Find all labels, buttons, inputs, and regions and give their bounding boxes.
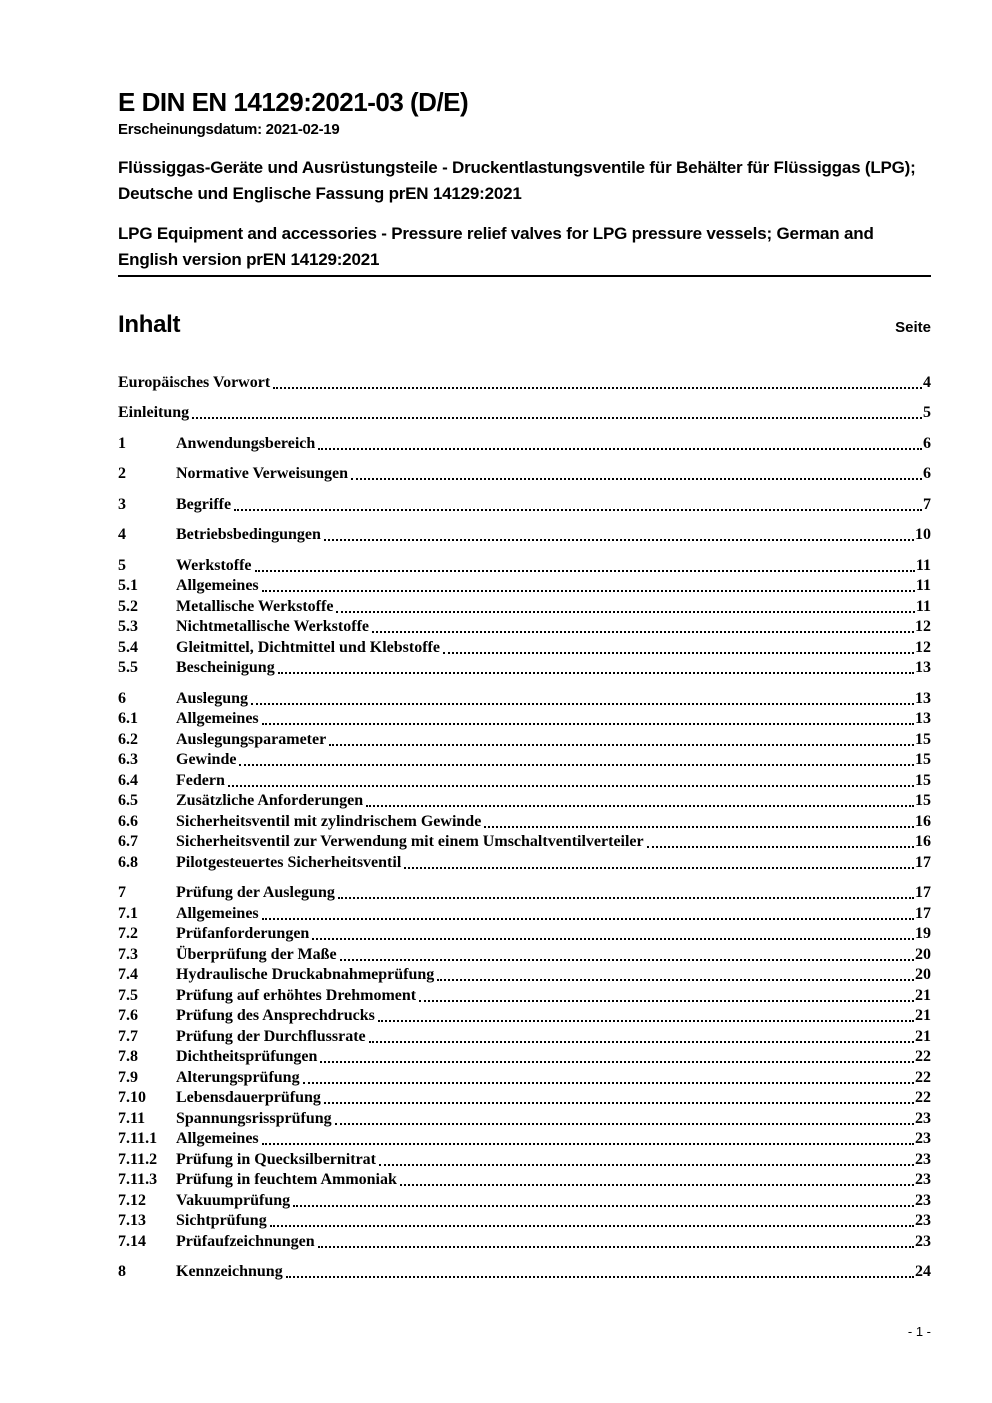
toc-entry-number: 7.12 (118, 1191, 146, 1209)
toc-entry-page: 22 (915, 1089, 931, 1106)
toc-entry-page: 11 (915, 597, 931, 615)
toc-entry (118, 616, 931, 637)
toc-entry (118, 687, 931, 708)
toc-entry-page: 20 (915, 966, 931, 983)
toc-entry-number: 6.1 (118, 710, 138, 727)
toc-entry (118, 1261, 931, 1282)
toc-entry-number: 2 (118, 465, 126, 482)
toc-entry (118, 749, 931, 770)
toc-entry-page: 4 (923, 373, 931, 391)
toc-leader-dots (192, 417, 922, 419)
toc-group (118, 882, 931, 1251)
toc-group (118, 554, 931, 677)
toc-entry-title: Nichtmetallische Werkstoffe (176, 618, 369, 635)
toc-entry-number: 6.8 (118, 853, 138, 871)
toc-entry-title: Werkstoffe (176, 556, 252, 574)
toc-entry (118, 810, 931, 831)
toc-entry (118, 902, 931, 923)
toc-entry (118, 923, 931, 944)
toc-entry-title: Allgemeines (176, 710, 259, 727)
toc-group (118, 371, 931, 392)
toc-leader-dots (404, 867, 914, 869)
toc-entry (118, 831, 931, 852)
toc-leader-dots (318, 1246, 914, 1248)
toc-leader-dots (324, 1102, 914, 1104)
toc-entry-page: 23 (915, 1212, 931, 1229)
toc-entry-title: Prüfung des Ansprechdrucks (176, 1007, 375, 1024)
toc-entry-number: 5 (118, 556, 126, 574)
toc-entry-title: Prüfung der Durchflussrate (176, 1027, 366, 1045)
toc-entry-title: Sicherheitsventil mit zylindrischem Gewinde (176, 812, 482, 830)
toc-entry-title: Prüfanforderungen (176, 925, 310, 942)
english-standard-title: LPG Equipment and accessories - Pressure relief valves for LPG pressure vessels; German and English version prEN 14129:2021 (118, 224, 874, 269)
toc-entry-page: 23 (915, 1171, 931, 1188)
toc-entry-title: Kennzeichnung (176, 1263, 283, 1280)
toc-entry-number: 6.5 (118, 792, 138, 809)
toc-entry (118, 1046, 931, 1067)
toc-entry-page: 6 (923, 465, 931, 482)
toc-entry-number: 7.5 (118, 986, 138, 1004)
toc-entry-page: 21 (915, 1007, 931, 1024)
toc-entry-page: 12 (915, 638, 931, 656)
toc-entry-page: 17 (915, 853, 931, 871)
document-title: E DIN EN 14129:2021-03 (D/E) (118, 87, 469, 117)
toc-entry (118, 1128, 931, 1149)
toc-entry-title: Allgemeines (176, 1130, 259, 1147)
publication-date: Erscheinungsdatum: 2021-02-19 (118, 121, 340, 138)
toc-entry-page: 7 (923, 495, 931, 513)
toc-leader-dots (262, 590, 915, 592)
toc-leader-dots (379, 1164, 914, 1166)
toc-entry-title: Normative Verweisungen (176, 465, 348, 482)
page-number-footer: - 1 - (907, 1324, 931, 1339)
toc-entry-page: 23 (915, 1109, 931, 1127)
toc-entry-title: Einleitung (118, 404, 190, 421)
toc-heading: Inhalt (118, 311, 181, 338)
toc-entry (118, 882, 931, 903)
toc-entry-number: 6.3 (118, 751, 138, 768)
toc-entry (118, 1148, 931, 1169)
toc-entry-page: 23 (915, 1130, 931, 1147)
toc-entry-number: 7.1 (118, 904, 138, 922)
toc-leader-dots (262, 723, 914, 725)
toc-entry-number: 7.14 (118, 1232, 146, 1250)
toc-entry-number: 5.4 (118, 638, 138, 656)
toc-group (118, 687, 931, 872)
toc-leader-dots (400, 1184, 914, 1186)
toc-leader-dots (318, 448, 922, 450)
toc-entry (118, 851, 931, 872)
toc-entry (118, 524, 931, 545)
toc-leader-dots (270, 1225, 914, 1227)
toc-entry-title: Überprüfung der Maße (176, 945, 337, 963)
toc-entry-number: 8 (118, 1263, 126, 1280)
title-divider-rule (118, 275, 931, 277)
toc-leader-dots (437, 979, 914, 981)
toc-entry-number: 7.11.2 (118, 1150, 158, 1168)
toc-entry-title: Gleitmittel, Dichtmittel und Klebstoffe (176, 638, 440, 656)
toc-entry-title: Auslegungsparameter (176, 730, 327, 748)
toc-entry (118, 575, 931, 596)
toc-leader-dots (273, 387, 922, 389)
toc-leader-dots (293, 1205, 914, 1207)
toc-entry (118, 1107, 931, 1128)
toc-leader-dots (278, 672, 914, 674)
toc-entry-page: 21 (915, 986, 931, 1004)
toc-group (118, 1261, 931, 1282)
toc-leader-dots (286, 1276, 914, 1278)
toc-entry-page: 23 (915, 1191, 931, 1209)
toc-entry (118, 1025, 931, 1046)
document-content (118, 88, 931, 1291)
toc-entry (118, 728, 931, 749)
toc-entry-page: 23 (915, 1150, 931, 1168)
toc-entry (118, 1230, 931, 1251)
toc-entry-number: 7.9 (118, 1068, 138, 1086)
toc-entry (118, 554, 931, 575)
toc-entry-page: 10 (915, 526, 931, 543)
toc-leader-dots (647, 846, 914, 848)
toc-entry (118, 1169, 931, 1190)
toc-entry-page: 23 (915, 1232, 931, 1250)
toc-leader-dots (262, 1143, 914, 1145)
toc-leader-dots (366, 805, 914, 807)
toc-entry-page: 13 (915, 710, 931, 727)
toc-entry-number: 6 (118, 689, 126, 707)
toc-entry-page: 19 (915, 925, 931, 942)
toc-entry-number: 5.5 (118, 659, 138, 676)
toc-entry-number: 7.3 (118, 945, 138, 963)
toc-entry-number: 7.4 (118, 966, 138, 983)
toc-leader-dots (336, 611, 914, 613)
toc-entry-title: Hydraulische Druckabnahmeprüfung (176, 966, 435, 983)
toc-leader-dots (255, 570, 915, 572)
toc-leader-dots (239, 764, 914, 766)
toc-entry-title: Sicherheitsventil zur Verwendung mit einem Umschaltventilverteiler (176, 833, 644, 850)
toc-entry-number: 7.2 (118, 925, 138, 942)
toc-leader-dots (335, 1123, 914, 1125)
toc-leader-dots (234, 509, 922, 511)
toc-entry-title: Zusätzliche Anforderungen (176, 792, 364, 809)
toc-entry-title: Gewinde (176, 751, 237, 768)
toc-entry-title: Metallische Werkstoffe (176, 597, 334, 615)
toc-entry-page: 24 (915, 1263, 931, 1280)
toc-entry-number: 7.10 (118, 1089, 146, 1106)
toc-entry (118, 595, 931, 616)
toc-leader-dots (340, 959, 914, 961)
toc-entry-title: Pilotgesteuertes Sicherheitsventil (176, 853, 402, 871)
toc-entry (118, 1087, 931, 1108)
toc-entry-number: 7.13 (118, 1212, 146, 1229)
toc-entry-title: Federn (176, 771, 225, 789)
toc-entry (118, 1005, 931, 1026)
toc-header-row (118, 311, 931, 339)
toc-entry-title: Alterungsprüfung (176, 1068, 300, 1086)
toc-entry-page: 11 (915, 577, 931, 594)
toc-entry-title: Allgemeines (176, 577, 259, 594)
toc-entry-title: Bescheinigung (176, 659, 275, 676)
german-standard-title: Flüssiggas-Geräte und Ausrüstungsteile - Druckentlastungsventile für Behälter für Flüssiggas (LPG); Deutsche und Englische Fassung prEN 14129:2021 (118, 158, 916, 203)
toc-entry-page: 20 (915, 945, 931, 963)
toc-entry-page: 16 (915, 833, 931, 850)
toc-entry (118, 964, 931, 985)
toc-entry-number: 7.11.1 (118, 1130, 158, 1147)
toc-leader-dots (372, 631, 914, 633)
toc-entry-title: Lebensdauerprüfung (176, 1089, 321, 1106)
toc-leader-dots (329, 744, 914, 746)
toc-entry (118, 708, 931, 729)
toc-entry (118, 463, 931, 484)
toc-entry-title: Sichtprüfung (176, 1212, 267, 1229)
toc-leader-dots (262, 918, 914, 920)
toc-group (118, 524, 931, 545)
toc-entry-number: 6.7 (118, 833, 138, 850)
toc-entry-title: Anwendungsbereich (176, 434, 316, 452)
toc-entry (118, 1066, 931, 1087)
toc-entry-page: 21 (915, 1027, 931, 1045)
toc-entry-page: 15 (915, 751, 931, 768)
toc-leader-dots (320, 1061, 914, 1063)
toc-entry-page: 15 (915, 792, 931, 809)
toc-entry-title: Allgemeines (176, 904, 259, 922)
toc-entry-number: 7.7 (118, 1027, 138, 1045)
toc-entry-number: 6.2 (118, 730, 138, 748)
toc-leader-dots (419, 1000, 914, 1002)
toc-entry-page: 5 (923, 404, 931, 421)
toc-page-column-label: Seite (895, 319, 931, 336)
toc-entry (118, 493, 931, 514)
toc-entry-number: 5.3 (118, 618, 138, 635)
toc-leader-dots (303, 1082, 914, 1084)
toc-entry-page: 11 (915, 556, 931, 574)
toc-entry-title: Europäisches Vorwort (118, 373, 271, 391)
toc-entry-title: Begriffe (176, 495, 232, 513)
toc-entry-title: Spannungsrissprüfung (176, 1109, 332, 1127)
toc-leader-dots (324, 539, 914, 541)
toc-entry-page: 15 (915, 771, 931, 789)
toc-entry-page: 13 (915, 689, 931, 707)
toc-entry (118, 432, 931, 453)
toc-entry-page: 22 (915, 1048, 931, 1065)
toc-entry (118, 657, 931, 678)
toc-leader-dots (369, 1041, 914, 1043)
toc-entry-page: 15 (915, 730, 931, 748)
toc-entry-title: Prüfaufzeichnungen (176, 1232, 315, 1250)
toc-entry (118, 636, 931, 657)
toc-entry-title: Prüfung auf erhöhtes Drehmoment (176, 986, 417, 1004)
toc-entry-title: Prüfung in feuchtem Ammoniak (176, 1171, 397, 1188)
toc-entry (118, 984, 931, 1005)
toc-entry-page: 6 (923, 434, 931, 452)
toc-entry-number: 7.6 (118, 1007, 138, 1024)
toc-entry (118, 402, 931, 423)
toc-entry-page: 13 (915, 659, 931, 676)
toc-entry-number: 4 (118, 526, 126, 543)
toc-entry-page: 17 (915, 904, 931, 922)
toc-leader-dots (378, 1020, 914, 1022)
toc-entry-title: Prüfung in Quecksilbernitrat (176, 1150, 377, 1168)
toc-entry-number: 5.2 (118, 597, 138, 615)
toc-leader-dots (312, 938, 914, 940)
toc-entry-page: 17 (915, 884, 931, 901)
toc-group (118, 432, 931, 453)
toc-entry-title: Betriebsbedingungen (176, 526, 321, 543)
toc-entry-number: 7 (118, 884, 126, 901)
toc-entry-number: 6.6 (118, 812, 138, 830)
toc-leader-dots (351, 478, 922, 480)
toc-leader-dots (338, 897, 914, 899)
toc-group (118, 493, 931, 514)
toc-entry-number: 7.8 (118, 1048, 138, 1065)
toc-leader-dots (228, 785, 914, 787)
toc-leader-dots (251, 703, 914, 705)
toc-entry-number: 3 (118, 495, 126, 513)
toc-entry (118, 790, 931, 811)
toc-entry-title: Prüfung der Auslegung (176, 884, 335, 901)
toc-list (118, 371, 931, 1281)
toc-entry-page: 22 (915, 1068, 931, 1086)
toc-entry-title: Auslegung (176, 689, 249, 707)
toc-group (118, 402, 931, 423)
toc-entry (118, 943, 931, 964)
toc-leader-dots (443, 652, 914, 654)
toc-entry-number: 6.4 (118, 771, 138, 789)
toc-entry-number: 1 (118, 434, 126, 452)
toc-entry-number: 7.11 (118, 1109, 146, 1127)
toc-group (118, 463, 931, 484)
toc-entry-title: Vakuumprüfung (176, 1191, 291, 1209)
toc-entry-page: 12 (915, 618, 931, 635)
toc-entry (118, 769, 931, 790)
toc-entry-number: 5.1 (118, 577, 138, 594)
toc-entry-number: 7.11.3 (118, 1171, 158, 1188)
toc-entry-title: Dichtheitsprüfungen (176, 1048, 318, 1065)
toc-entry-page: 16 (915, 812, 931, 830)
toc-leader-dots (484, 826, 914, 828)
toc-entry (118, 371, 931, 392)
toc-entry (118, 1189, 931, 1210)
toc-entry (118, 1210, 931, 1231)
